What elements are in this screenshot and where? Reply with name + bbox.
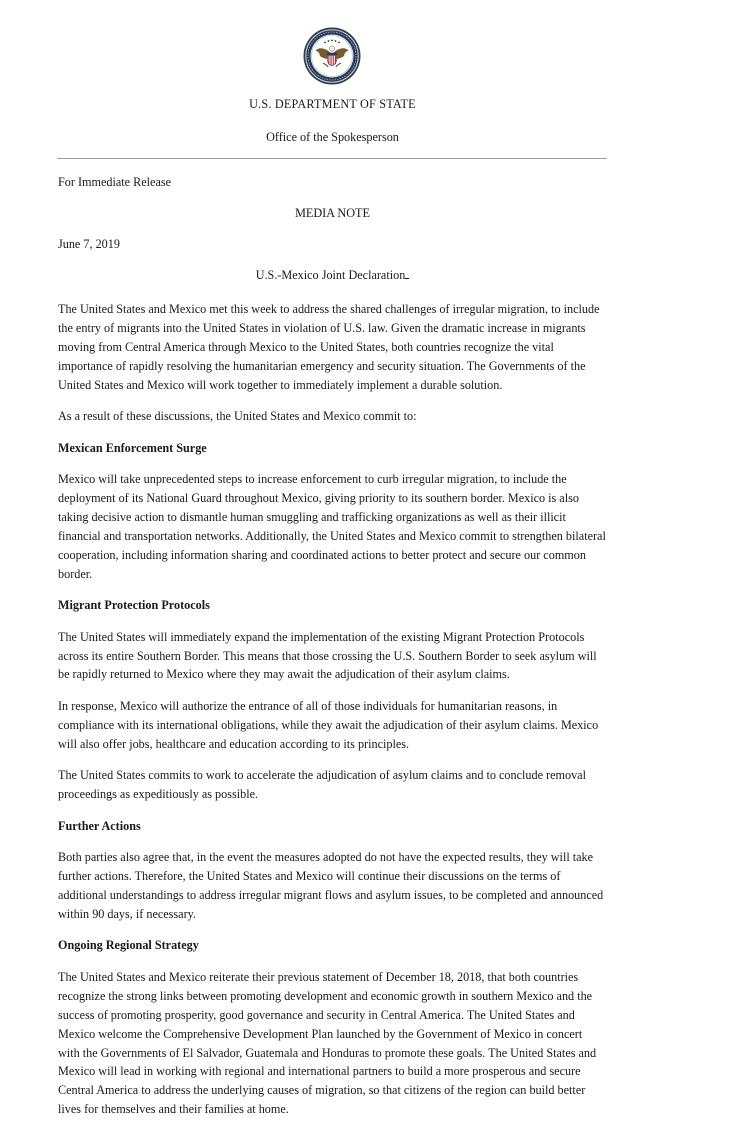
- document-title-text: U.S.-Mexico Joint Declaration: [255, 268, 406, 282]
- release-line: For Immediate Release: [58, 175, 172, 189]
- section-heading: Further Actions: [58, 818, 141, 833]
- agency-name: U.S. DEPARTMENT OF STATE: [249, 97, 416, 111]
- section-paragraph: In response, Mexico will authorize the entrance of all of those individuals for humanitarian reasons, in compliance with its international obligations, while they await the adjudication of their asylum claims. Mexico will also offer jobs, healthcare and education according to its principles.: [58, 698, 599, 751]
- office-name: Office of the Spokesperson: [266, 130, 399, 144]
- document-body: [58, 300, 606, 1132]
- section-paragraph: The United States commits to work to accelerate the adjudication of asylum claims and to conclude removal proceedings as expeditiously as possible.: [58, 768, 586, 802]
- section-paragraph: Mexico will take unprecedented steps to increase enforcement to curb irregular migration, to include the deployment of its National Guard throughout Mexico, giving priority to its southern border. Mexico is also taking decisive action to dismantle human smuggling and trafficking organizations as well as their illicit financial and transportation networks. Additionally, the United States and Mexico commit to strengthen bilateral cooperation, including information sharing and coordinated actions to better protect and secure our common border.: [58, 472, 606, 581]
- section-heading: Mexican Enforcement Surge: [58, 440, 207, 455]
- release-date: June 7, 2019: [58, 237, 120, 251]
- header-divider: [57, 158, 607, 159]
- department-of-state-seal-icon: [303, 27, 361, 85]
- document-title: [0, 268, 665, 283]
- intro-paragraph: The United States and Mexico met this week to address the shared challenges of irregular migration, to include the entry of migrants into the United States in violation of U.S. law. Given the dramatic increase in migrants moving from Central America through Mexico to the United States, both countries recognize the vital importance of rapidly resolving the humanitarian emergency and security situation. The Governments of the United States and Mexico will work together to immediately implement a durable solution.: [58, 302, 600, 392]
- section-paragraph: The United States will immediately expand the implementation of the existing Migrant Protection Protocols across its entire Southern Border. This means that those crossing the U.S. Southern Border to seek asylum will be rapidly returned to Mexico where they may await the adjudication of their asylum claims.: [58, 629, 597, 682]
- section-paragraph: Both parties also agree that, in the event the measures adopted do not have the expected results, they will take further actions. Therefore, the United States and Mexico will continue their discussions on the terms of additional understandings to address irregular migrant flows and asylum issues, to be completed and announced within 90 days, if necessary.: [58, 850, 604, 921]
- commit-paragraph: As a result of these discussions, the United States and Mexico commit to:: [58, 409, 417, 424]
- section-paragraph: The United States and Mexico reiterate their previous statement of December 18, 2018, that both countries recognize the strong links between promoting development and economic growth in southern Mexico and the success of promoting prosperity, good governance and security in Central America. The United States and Mexico welcome the Comprehensive Development Plan launched by the Government of Mexico in concert with the Governments of El Salvador, Guatemala and Honduras to promote these goals. The United States and Mexico will lead in working with regional and international partners to build a more prosperous and secure Central America to address the underlying causes of migration, so that citizens of the region can build better lives for themselves and their families at home.: [58, 969, 597, 1117]
- note-type: MEDIA NOTE: [295, 206, 370, 220]
- section-heading: Ongoing Regional Strategy: [58, 938, 199, 953]
- section-heading: Migrant Protection Protocols: [58, 598, 210, 613]
